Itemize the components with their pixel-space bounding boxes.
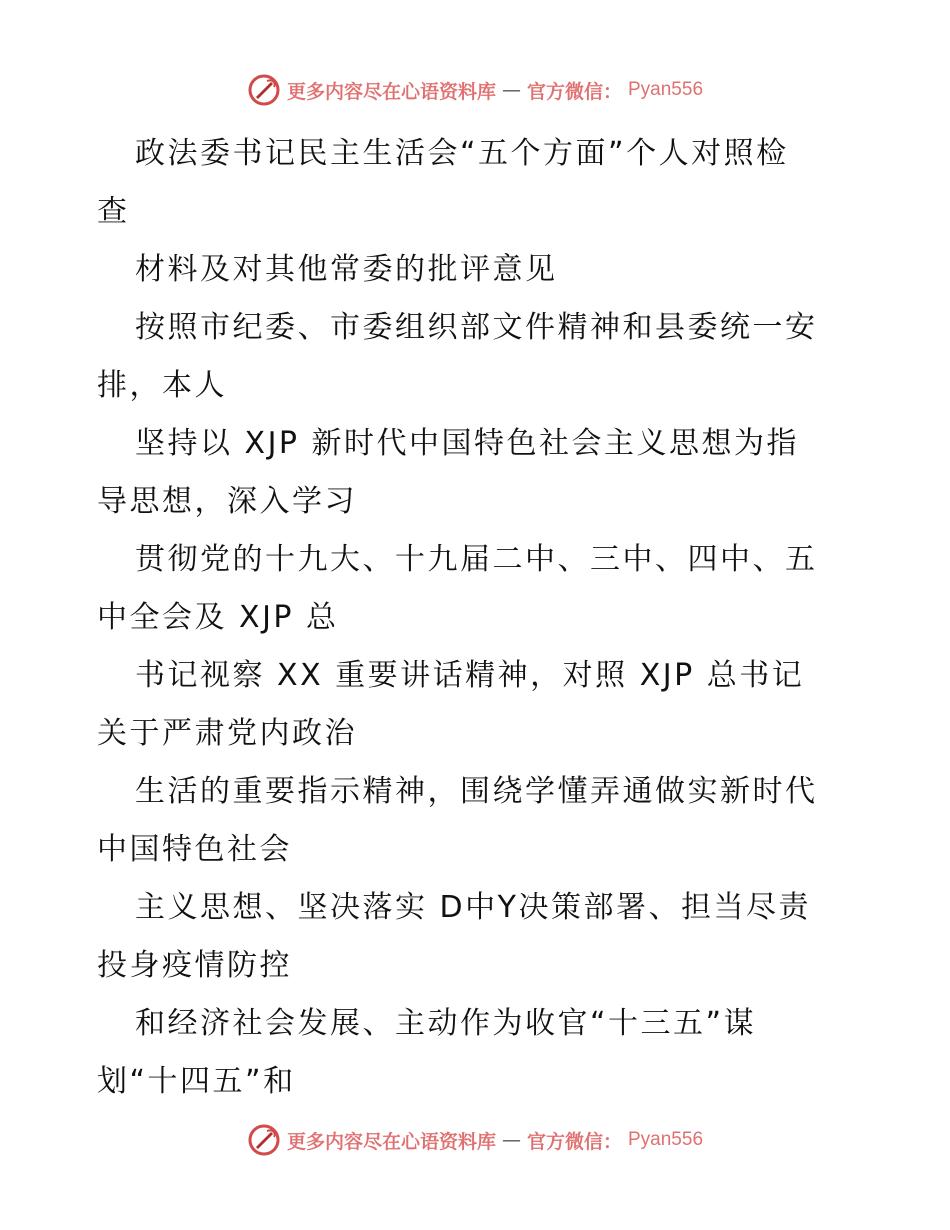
title-line-1: 政法委书记民主生活会“五个方面”个人对照检 <box>135 136 789 171</box>
paragraph-line: 划“十四五”和 <box>97 1064 296 1099</box>
title-line-2: 查 <box>97 194 130 229</box>
paragraph-line: 贯彻党的十九大、十九届二中、三中、四中、五 <box>135 542 818 577</box>
paragraph-line: 投身疫情防控 <box>97 948 292 983</box>
subtitle-line: 材料及对其他常委的批评意见 <box>135 252 558 287</box>
paragraph-line: 排，本人 <box>97 368 227 403</box>
watermark-wechat-label: 官方微信： <box>526 80 622 103</box>
paragraph-line: 坚持以 XJP 新时代中国特色社会主义思想为指 <box>135 426 800 461</box>
paragraph-line: 导思想，深入学习 <box>97 484 357 519</box>
paragraph-line: 中国特色社会 <box>97 832 292 867</box>
quill-logo-icon <box>247 73 281 107</box>
paragraph-line: 生活的重要指示精神，围绕学懂弄通做实新时代 <box>135 774 818 809</box>
paragraph-line: 主义思想、坚决落实 D中Y决策部署、担当尽责 <box>135 890 811 925</box>
paragraph-line: 关于严肃党内政治 <box>97 716 357 751</box>
watermark-wechat-label: 官方微信： <box>526 1130 622 1153</box>
watermark-text: 更多内容尽在心语资料库 <box>286 80 496 103</box>
paragraph-line: 书记视察 XX 重要讲话精神，对照 XJP 总书记 <box>135 658 805 693</box>
paragraph-line: 按照市纪委、市委组织部文件精神和县委统一安 <box>135 310 818 345</box>
document-body <box>97 125 857 1111</box>
footer-watermark <box>0 1120 950 1160</box>
watermark-separator: — <box>501 1129 521 1151</box>
paragraph-line: 中全会及 XJP 总 <box>97 600 339 635</box>
watermark-account: Pyan556 <box>628 79 704 100</box>
paragraph-line: 和经济社会发展、主动作为收官“十三五”谋 <box>135 1006 757 1041</box>
watermark-text: 更多内容尽在心语资料库 <box>286 1130 496 1153</box>
quill-logo-icon <box>247 1123 281 1157</box>
watermark-separator: — <box>501 79 521 101</box>
header-watermark <box>0 70 950 110</box>
watermark-account: Pyan556 <box>628 1129 704 1150</box>
